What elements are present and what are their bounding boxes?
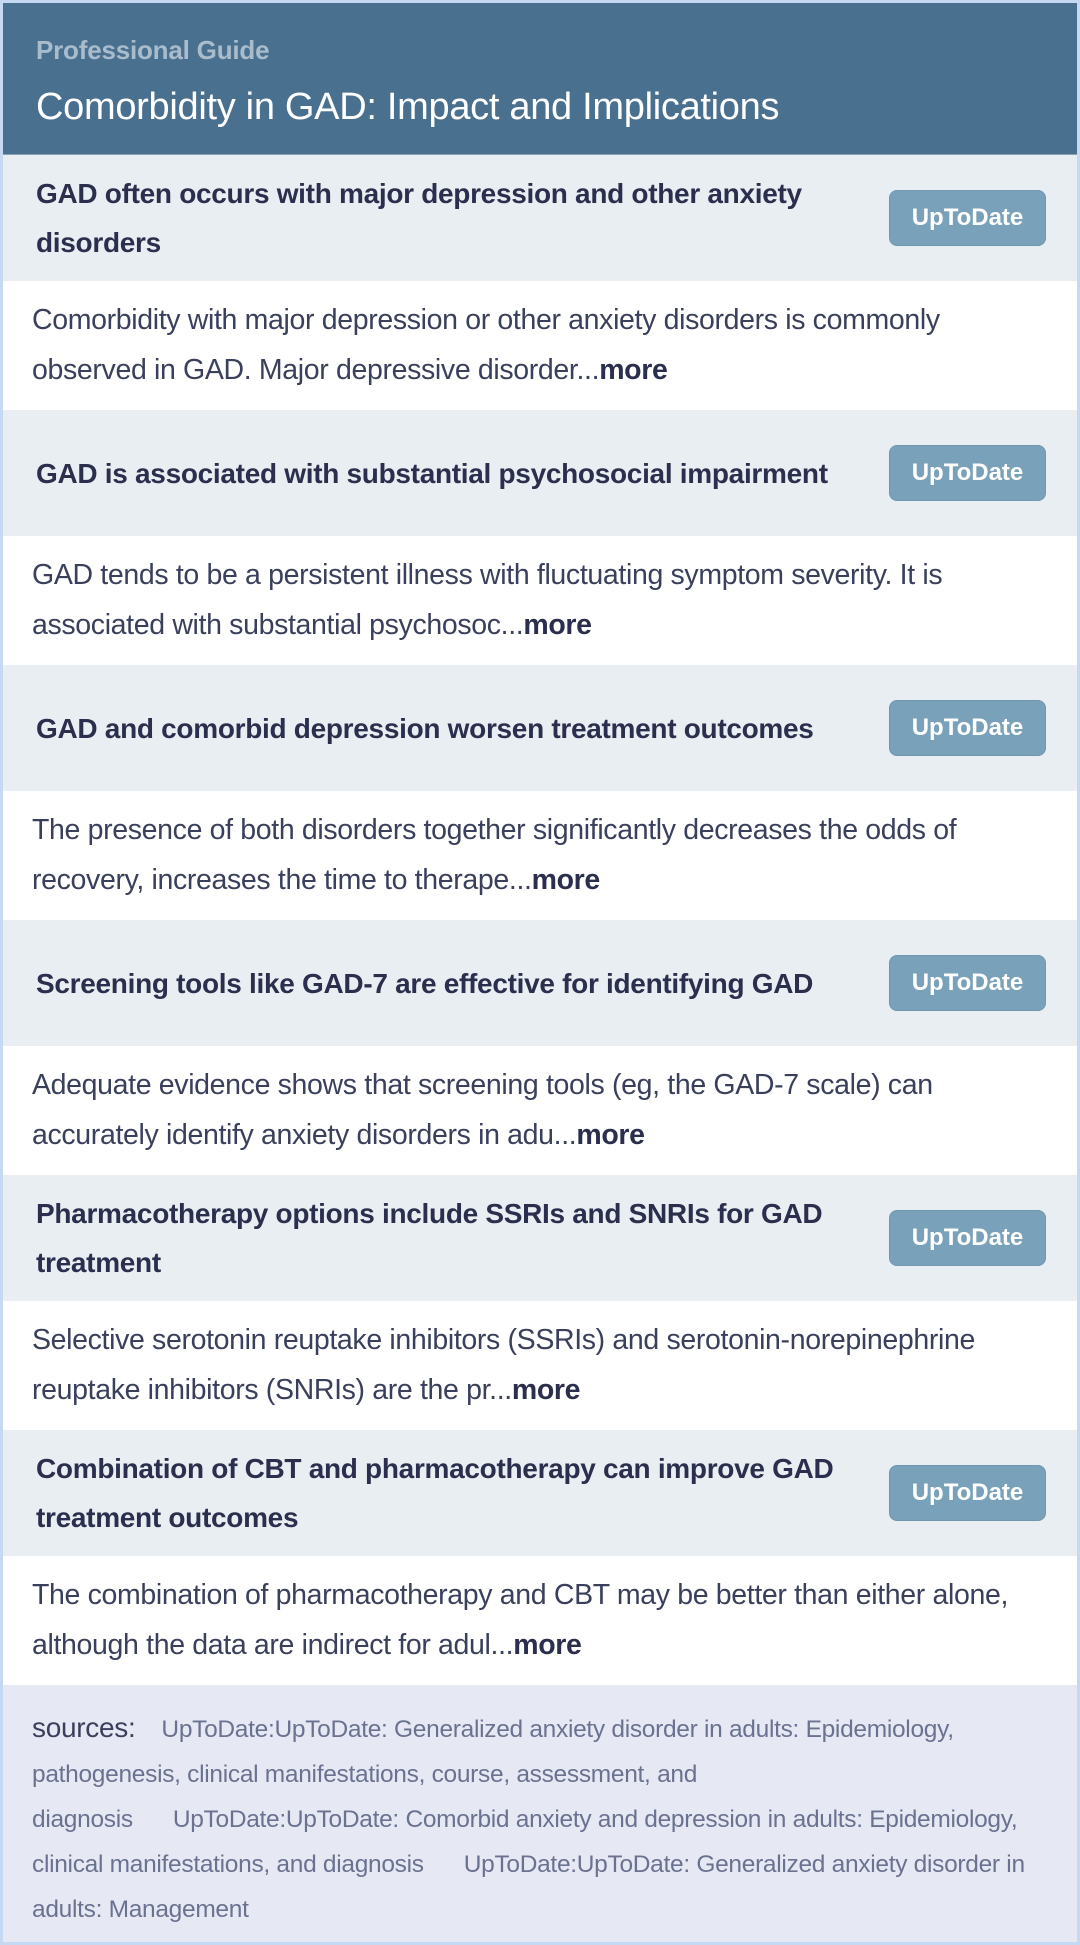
section-body xyxy=(3,536,1077,665)
uptodate-source-button[interactable]: UpToDate xyxy=(889,1210,1046,1266)
source-link[interactable]: UpToDate:UpToDate: Comorbid anxiety and depression in adults: Epidemiology, clinical manifestations, and diagnosis xyxy=(32,1806,1018,1878)
section-body xyxy=(3,1046,1077,1175)
section-summary: GAD tends to be a persistent illness with fluctuating symptom severity. It is associated with substantial psychosoc... xyxy=(32,559,943,641)
guide-card xyxy=(3,3,1077,1942)
section-summary: The combination of pharmacotherapy and CBT may be better than either alone, although the data are indirect for adul... xyxy=(32,1579,1009,1661)
section-heading: Screening tools like GAD-7 are effective for identifying GAD xyxy=(36,967,814,999)
section-3 xyxy=(3,920,1077,1175)
source-link[interactable]: UpToDate:UpToDate: Generalized anxiety disorder in adults: Epidemiology, pathogenesis, clinical manifestations, course, assessment, and diagnosis xyxy=(32,1716,954,1833)
section-1 xyxy=(3,410,1077,665)
section-body xyxy=(3,1556,1077,1685)
sources-label: sources: xyxy=(32,1712,136,1743)
section-2 xyxy=(3,665,1077,920)
section-summary: Comorbidity with major depression or other anxiety disorders is commonly observed in GAD. Major depressive disorder... xyxy=(32,304,940,386)
uptodate-source-button[interactable]: UpToDate xyxy=(889,445,1046,501)
section-heading: Combination of CBT and pharmacotherapy can improve GAD treatment outcomes xyxy=(36,1453,834,1533)
page-title: Comorbidity in GAD: Impact and Implications xyxy=(36,86,780,128)
section-heading-band xyxy=(3,410,1077,536)
section-summary: Adequate evidence shows that screening tools (eg, the GAD-7 scale) can accurately identify anxiety disorders in adu... xyxy=(32,1069,933,1151)
section-body xyxy=(3,1301,1077,1430)
more-link[interactable]: more xyxy=(576,1119,645,1151)
section-0 xyxy=(3,155,1077,410)
uptodate-source-button[interactable]: UpToDate xyxy=(889,955,1046,1011)
more-link[interactable]: more xyxy=(523,609,592,641)
source-link[interactable]: UpToDate:UpToDate: Generalized anxiety disorder in adults: Management xyxy=(32,1851,1025,1923)
section-5 xyxy=(3,1430,1077,1685)
section-summary: The presence of both disorders together significantly decreases the odds of recovery, increases the time to therape... xyxy=(32,814,957,896)
section-summary: Selective serotonin reuptake inhibitors (SSRIs) and serotonin-norepinephrine reuptake inhibitors (SNRIs) are the pr... xyxy=(32,1324,975,1406)
uptodate-source-button[interactable]: UpToDate xyxy=(889,190,1046,246)
uptodate-source-button[interactable]: UpToDate xyxy=(889,1465,1046,1521)
section-heading: Pharmacotherapy options include SSRIs and SNRIs for GAD treatment xyxy=(36,1198,823,1278)
section-heading-band xyxy=(3,155,1077,281)
section-heading-band xyxy=(3,1430,1077,1556)
more-link[interactable]: more xyxy=(513,1629,582,1661)
more-link[interactable]: more xyxy=(531,864,600,896)
uptodate-source-button[interactable]: UpToDate xyxy=(889,700,1046,756)
section-body xyxy=(3,281,1077,410)
section-heading-band xyxy=(3,920,1077,1046)
guide-subtitle: Professional Guide xyxy=(36,35,270,65)
more-link[interactable]: more xyxy=(599,354,668,386)
section-heading: GAD and comorbid depression worsen treatment outcomes xyxy=(36,712,814,744)
section-4 xyxy=(3,1175,1077,1430)
section-heading-band xyxy=(3,1175,1077,1301)
more-link[interactable]: more xyxy=(511,1374,581,1406)
section-heading: GAD is associated with substantial psychosocial impairment xyxy=(36,457,828,489)
section-body xyxy=(3,791,1077,920)
section-heading-band xyxy=(3,665,1077,791)
sources-block xyxy=(3,1685,1077,1942)
guide-header xyxy=(3,3,1077,155)
section-heading: GAD often occurs with major depression and other anxiety disorders xyxy=(36,178,802,258)
